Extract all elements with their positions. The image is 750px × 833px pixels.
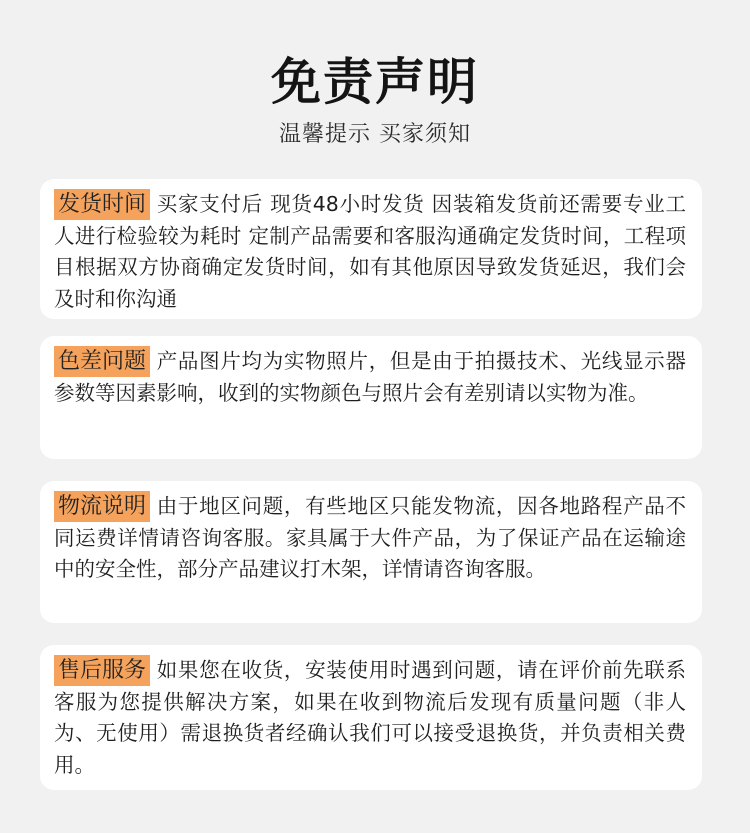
notice-tag-after-sales: 售后服务 (54, 655, 150, 686)
notice-body (54, 346, 686, 409)
page-title: 免责声明 (271, 53, 479, 111)
notice-body (54, 189, 686, 315)
notice-text-after-sales: 如果您在收货，安装使用时遇到问题，请在评价前先联系客服为您提供解决方案，如果在收到物流后发现有质量问题（非人为、无使用）需退换货者经确认我们可以接受退换货，并负责相关费用。 (54, 658, 686, 777)
notice-tag-logistics: 物流说明 (54, 491, 150, 522)
notice-text-shipping-time: 买家支付后 现货48小时发货 因装箱发货前还需要专业工人进行检验较为耗时 定制产品需要和客服沟通确定发货时间，工程项目根据双方协商确定发货时间，如有其他原因导致发货延迟，我们会及时和你沟通 (54, 192, 686, 311)
notice-body (54, 491, 686, 586)
notice-tag-color-difference: 色差问题 (54, 346, 150, 377)
notice-card-shipping-time (40, 179, 702, 319)
notice-body (54, 655, 686, 781)
notice-tag-shipping-time: 发货时间 (54, 189, 150, 220)
notice-card-color-difference (40, 336, 702, 459)
notice-text-color-difference: 产品图片均为实物照片，但是由于拍摄技术、光线显示器参数等因素影响，收到的实物颜色与照片会有差别请以实物为准。 (54, 349, 686, 405)
notice-card-logistics (40, 481, 702, 623)
notice-text-logistics: 由于地区问题，有些地区只能发物流，因各地路程产品不同运费详情请咨询客服。家具属于大件产品，为了保证产品在运输途中的安全性，部分产品建议打木架，详情请咨询客服。 (54, 494, 686, 582)
page-subtitle: 温馨提示 买家须知 (279, 122, 471, 147)
notice-card-after-sales (40, 645, 702, 790)
